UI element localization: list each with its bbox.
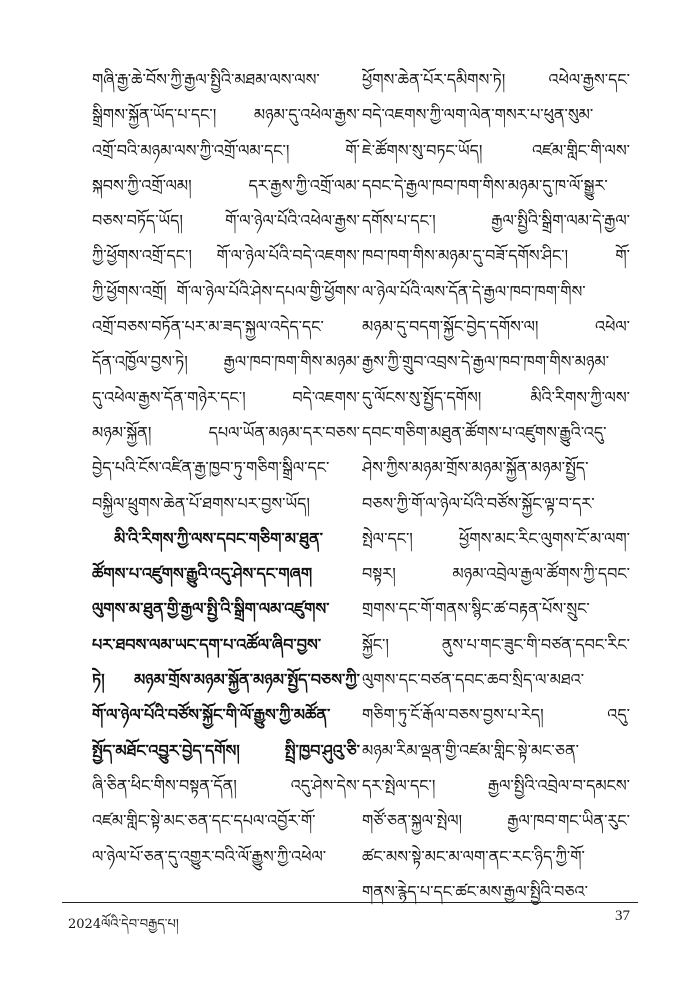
right-line-10: དུ་ལོངས་སུ་སྤྱོད་དགོས། མིའི་རིགས་ཀྱི་ལས་ bbox=[362, 387, 630, 407]
left-line-9: དོན་འཁྱོལ་བྱས་ཏེ། རྒྱལ་ཁབ་ཁག་གིས་མཉམ་ bbox=[92, 352, 360, 372]
right-line-19: གཅིག་ཏུ་ངོ་རྒོལ་བཅས་བྱས་པ་རེད། འདུ་ bbox=[362, 705, 630, 725]
right-line-7: ལ་ཉེལ་པོའི་ལས་དོན་དེ་རྒྱལ་ཁབ་ཁག་གིས་ bbox=[362, 281, 586, 301]
left-line-8: འགྲོ་བཅས་བཏོན་པར་མ་ཟད་སྐྱལ་འདེད་དང་ bbox=[92, 317, 324, 337]
left-line-22: འཛམ་གླིང་སྟེ་མང་ཅན་དང་དཔལ་འབྱོར་གོ་ bbox=[92, 811, 316, 831]
right-line-13: བཅས་ཀྱི་གོ་ལ་ཉེལ་པོའི་བཙོས་སྐྱོང་ལྟ་བ་དར་ bbox=[362, 493, 595, 513]
footer-rule bbox=[62, 902, 638, 903]
right-line-1: ཕྱོགས་ཆེན་པོར་དམིགས་ཏེ། འཕེལ་རྒྱས་དང་ bbox=[362, 70, 630, 89]
left-line-14: མི་འི་རིགས་ཀྱི་ལས་དབང་གཅིག་མ་ཐུན་ bbox=[114, 528, 324, 548]
left-line-17: པར་ཐབས་ལམ་ཡང་དག་པ་འཚོལ་ཞིབ་བྱས་ bbox=[92, 634, 322, 654]
right-line-18: ལུགས་དང་བཙན་དབང་ཆབ་སྲིད་ལ་མཐའ་ bbox=[362, 670, 585, 690]
right-text-column bbox=[362, 62, 630, 909]
left-text-column bbox=[92, 62, 360, 874]
left-line-15: ཚོགས་པ་འཛུགས་རྒྱུའི་འདུ་ཤེས་དང་གཞག bbox=[92, 564, 313, 584]
left-line-19: གོ་ལ་ཉེལ་པོའི་བཙོས་སྐྱོང་གི་ལོ་རྒྱུས་ཀྱི་མཚོན་ bbox=[92, 705, 331, 725]
left-line-12: བྱེད་པའི་ངོས་འཛིན་རྒྱ་ཁྱབ་ཏུ་གཅིག་སྒྲིལ་དང་ bbox=[92, 458, 330, 478]
left-line-7: ཀྱི་ཕྱོགས་འགྲོ། གོ་ལ་ཉེལ་པོའི་ཤེས་དཔལ་གྱི་ཕྱོགས་ bbox=[92, 281, 360, 301]
left-line-18: ཏེ། མཉམ་གྲོས་མཉམ་སྐྱོན་མཉམ་སྤྱོད་བཅས་ཀྱི་ bbox=[92, 670, 360, 690]
left-line-4: སྐབས་ཀྱི་འགྲོ་ལམ། དར་རྒྱས་ཀྱི་འགྲོ་ལམ་ bbox=[92, 175, 360, 195]
right-line-16: གྲགས་དང་གོ་གནས་སྙིང་ཚ་བརྟན་པོས་སྲུང་ bbox=[362, 599, 590, 619]
left-line-11: མཉམ་སྐྱོན། དཔལ་ཡོན་མཉམ་དར་བཅས་ bbox=[92, 422, 360, 442]
left-line-2: སྒྲིགས་སྐྱོན་ཡོད་པ་དང་། མཉམ་དུ་འཕེལ་རྒྱས་ bbox=[92, 105, 360, 125]
right-line-14: སྤེལ་དང་། ཕྱོགས་མང་རིང་ལུགས་ངོ་མ་ལག་ bbox=[362, 528, 630, 548]
left-line-1: གཞི་རྒྱ་ཆེ་བོས་ཀྱི་རྒྱལ་སྤྱིའི་མཐམ་ལས་ལས་ bbox=[92, 70, 320, 89]
right-line-2: བདེ་འཇགས་ཀྱི་ལག་ལེན་གསར་པ་ཕུན་སུམ་ bbox=[362, 105, 594, 125]
right-line-24: གནས་རྙེད་པ་དང་ཚང་མས་རྒྱལ་སྤྱིའི་བཅའ་ bbox=[362, 881, 588, 901]
left-line-5: བཅས་བཏོད་ཡོད། གོ་ལ་ཉེལ་པོའི་འཕེལ་རྒྱས་ bbox=[92, 211, 360, 231]
right-line-22: གཙོ་ཅན་སྐྱལ་སྤེལ། རྒྱལ་ཁབ་གང་ཡིན་རུང་ bbox=[362, 811, 630, 831]
right-line-11: དབང་གཅིག་མཐུན་ཚོགས་པ་འཛུགས་རྒྱུའི་འདུ་ bbox=[362, 422, 607, 442]
right-line-23: ཚང་མས་སྟེ་མང་མ་ལག་ནང་རང་ཉིད་ཀྱི་གོ་ bbox=[362, 846, 585, 866]
right-line-3: ཇེ་ཚོགས་སུ་བཏང་ཡོད། འཛམ་གླིང་གི་ལས་ bbox=[362, 140, 630, 160]
left-line-10: དུ་འཕེལ་རྒྱས་དོན་གཉེར་དང་། བདེ་འཇགས་ bbox=[92, 387, 360, 407]
left-line-13: བསྐྱིལ་ཕྲུགས་ཆེན་པོ་ཐགས་པར་བྱས་ཡོད། bbox=[92, 493, 310, 513]
left-line-21: ཞི་ཅིན་ཕིང་གིས་བསྟན་དོན། འདུ་ཤེས་དེས་ bbox=[92, 775, 360, 795]
right-line-20: མཉམ་རིམ་ལྡན་གྱི་འཛམ་གླིང་སྟེ་མང་ཅན་ bbox=[362, 740, 579, 760]
right-line-5: དགོས་པ་དང་། རྒྱལ་སྤྱིའི་སྒྲིག་ལམ་དེ་རྒྱལ་ bbox=[362, 211, 630, 231]
right-line-21: དར་སྤེལ་དང་། རྒྱལ་སྤྱིའི་འབྲེལ་བ་དམངས་ bbox=[362, 775, 630, 795]
left-line-20: སྤྱོད་མཐོང་འབྱུར་བྱེད་དགོས། སྤྲི་ཁྱབ་ཤུའུ་ཅི་ bbox=[92, 740, 360, 760]
left-line-16: ལུགས་མ་ཐུན་གྱི་རྒྱལ་སྤྱི་འི་སྒྲིག་ལམ་འཛུགས་ bbox=[92, 599, 330, 619]
right-line-15: བསྟར། མཉམ་འབྲེལ་རྒྱལ་ཚོགས་ཀྱི་དབང་ bbox=[362, 564, 630, 584]
right-line-9: རྒྱས་ཀྱི་གྲུབ་འབྲས་དེ་རྒྱལ་ཁབ་ཁག་གིས་མཉམ་ bbox=[362, 352, 610, 372]
right-line-4: དབང་དེ་རྒྱལ་ཁབ་ཁག་གིས་མཉམ་དུ་ཁ་ལོ་སྒྱུར་ bbox=[362, 175, 608, 195]
page-number: 37 bbox=[615, 908, 630, 924]
footer-issue-label: 2024ལོའི་དེབ་བརྒྱད་པ། bbox=[68, 917, 179, 932]
left-line-23: ལ་ཉེལ་པོ་ཅན་དུ་འགྱུར་བའི་ལོ་རྒྱུས་ཀྱི་འཕེལ་ bbox=[92, 846, 327, 866]
right-line-12: ཤེས་ཀྱིས་མཉམ་གྲོས་མཉམ་སྐྱོན་མཉམ་སྤྱོད་ bbox=[362, 458, 589, 478]
right-line-8: མཉམ་དུ་བདག་སྐྱོང་བྱེད་དགོས་ལ། འཕེལ་ bbox=[362, 317, 630, 337]
right-line-6: ཁབ་ཁག་གིས་མཉམ་དུ་བཟོ་དགོས་ཤིང་། གོ་ bbox=[362, 246, 630, 266]
right-line-17: སྐྱོང་། ནུས་པ་གང་ཟུང་གི་བཙན་དབང་རིང་ bbox=[362, 634, 630, 654]
left-line-3: འགྲོ་བའི་མཉམ་ལས་ཀྱི་འགྲོ་ལམ་དང་། གོ་ bbox=[92, 140, 360, 160]
left-line-6: ཀྱི་ཕྱོགས་འགྲོ་དང་། གོ་ལ་ཉེལ་པོའི་བདེ་འཇགས་ bbox=[92, 246, 360, 266]
